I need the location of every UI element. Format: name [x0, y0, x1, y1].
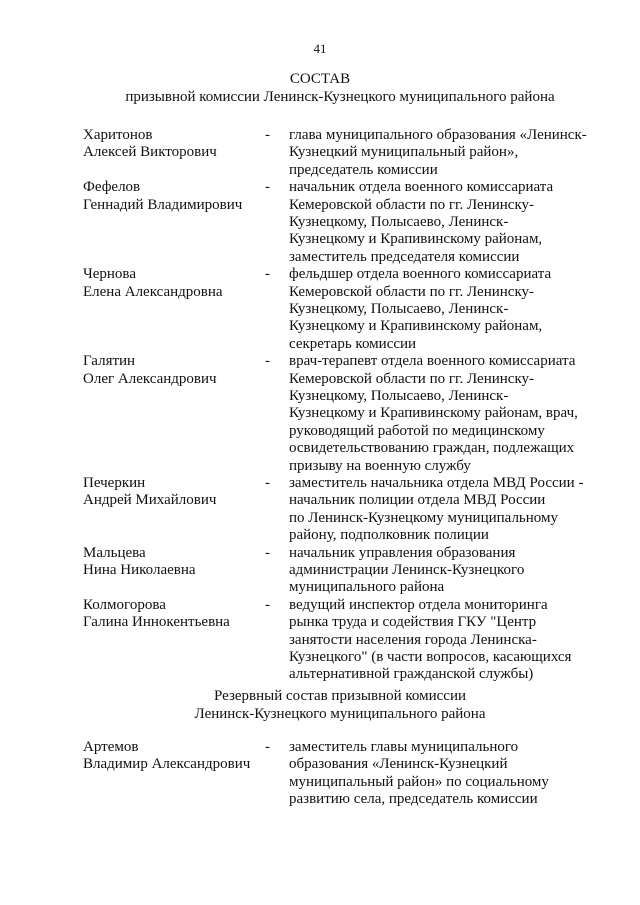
member-surname: Чернова	[83, 266, 136, 283]
member-surname: Артемов	[83, 739, 139, 755]
page-number: 41	[313, 41, 327, 56]
member-given-names: Алексей Викторович	[83, 144, 217, 161]
document-title: СОСТАВ	[289, 71, 351, 87]
member-given-names: Владимир Александрович	[83, 756, 251, 773]
member-surname: Мальцева	[83, 544, 146, 561]
member-role-line: Кемеровской области по гг. Ленинску-	[289, 283, 535, 300]
member-given-names: Олег Александрович	[83, 370, 217, 387]
member-surname: Колмогорова	[83, 596, 166, 613]
member-name	[83, 127, 263, 162]
member-role-line: администрации Ленинск-Кузнецкого	[289, 562, 525, 578]
member-surname: Галятин	[83, 353, 136, 370]
member-name	[83, 739, 263, 774]
member-dash: -	[265, 475, 270, 491]
member-role-line: образования «Ленинск-Кузнецкий	[289, 756, 508, 773]
member-role-line: заместитель главы муниципального	[289, 739, 519, 755]
member-name	[83, 545, 263, 580]
member-role-line: Кузнецкого" (в части вопросов, касающихся	[289, 649, 572, 666]
member-name	[83, 266, 263, 301]
member-role-line: врач-терапевт отдела военного комиссариата	[289, 353, 576, 370]
member-role-line: рынка труда и содействия ГКУ "Центр	[289, 614, 537, 631]
member-role-line: по Ленинск-Кузнецкому муниципальному	[289, 509, 559, 526]
member-role	[289, 475, 604, 545]
member-role	[289, 266, 604, 353]
member-surname: Фефелов	[83, 179, 141, 196]
document-subtitle: призывной комиссии Ленинск-Кузнецкого муниципального района	[125, 89, 555, 105]
member-role-line: руководящий работой по медицинскому	[289, 422, 545, 439]
member-given-names: Елена Александровна	[83, 283, 223, 300]
member-role	[289, 739, 604, 809]
member-dash: -	[265, 127, 270, 143]
member-dash: -	[265, 266, 270, 283]
member-role-line: секретарь комиссии	[289, 335, 417, 352]
member-role-line: начальник управления образования	[289, 544, 516, 561]
member-given-names: Нина Николаевна	[83, 562, 196, 578]
member-surname: Харитонов	[83, 127, 153, 143]
member-role-line: глава муниципального образования «Ленинск-	[289, 127, 587, 143]
member-role-line: муниципальный район» по социальному	[289, 773, 549, 790]
member-role-line: альтернативной гражданской службы)	[289, 666, 534, 683]
reserve-title-line2: Ленинск-Кузнецкого муниципального района	[194, 706, 486, 722]
member-role-line: муниципального района	[289, 579, 445, 596]
member-role-line: Кузнецкому и Крапивинскому районам,	[289, 231, 543, 248]
member-given-names: Галина Иннокентьевна	[83, 614, 230, 631]
member-role-line: Кузнецкому, Полысаево, Ленинск-	[289, 214, 509, 230]
member-dash: -	[265, 353, 270, 370]
member-role-line: Кемеровской области по гг. Ленинску-	[289, 370, 535, 387]
member-surname: Печеркин	[83, 475, 146, 491]
member-role-line: ведущий инспектор отдела мониторинга	[289, 596, 548, 613]
member-role-line: заместитель начальника отдела МВД России -	[289, 475, 584, 491]
member-role-line: занятости населения города Ленинска-	[289, 631, 537, 648]
member-role-line: призыву на военную службу	[289, 457, 471, 474]
member-role-line: освидетельствованию граждан, подлежащих	[289, 440, 575, 457]
member-dash: -	[265, 179, 270, 196]
member-name	[83, 475, 263, 510]
reserve-title-line1: Резервный состав призывной комиссии	[213, 688, 467, 704]
member-role-line: заместитель председателя комиссии	[289, 248, 520, 265]
member-role-line: фельдшер отдела военного комиссариата	[289, 266, 552, 283]
member-role-line: начальник отдела военного комиссариата	[289, 179, 554, 196]
member-role	[289, 179, 604, 266]
member-name	[83, 353, 263, 388]
member-given-names: Андрей Михайлович	[83, 492, 217, 509]
member-name	[83, 597, 263, 632]
member-role-line: развитию села, председатель комиссии	[289, 791, 538, 808]
member-role-line: председатель комиссии	[289, 161, 438, 178]
member-role	[289, 597, 604, 684]
member-role-line: Кузнецкий муниципальный район»,	[289, 144, 519, 161]
member-role	[289, 127, 604, 179]
member-role-line: Кузнецкому и Крапивинскому районам, врач,	[289, 405, 578, 422]
member-dash: -	[265, 544, 270, 561]
member-role-line: Кузнецкому, Полысаево, Ленинск-	[289, 388, 509, 404]
member-role-line: району, подполковник полиции	[289, 527, 489, 544]
member-name	[83, 179, 263, 214]
member-role	[289, 353, 604, 475]
member-role	[289, 545, 604, 597]
member-role-line: Кемеровской области по гг. Ленинску-	[289, 196, 535, 213]
member-role-line: Кузнецкому и Крапивинскому районам,	[289, 318, 543, 335]
member-role-line: Кузнецкому, Полысаево, Ленинск-	[289, 301, 509, 317]
member-given-names: Геннадий Владимирович	[83, 196, 243, 213]
member-dash: -	[265, 739, 270, 755]
member-role-line: начальник полиции отдела МВД России	[289, 492, 546, 509]
member-dash: -	[265, 596, 270, 613]
